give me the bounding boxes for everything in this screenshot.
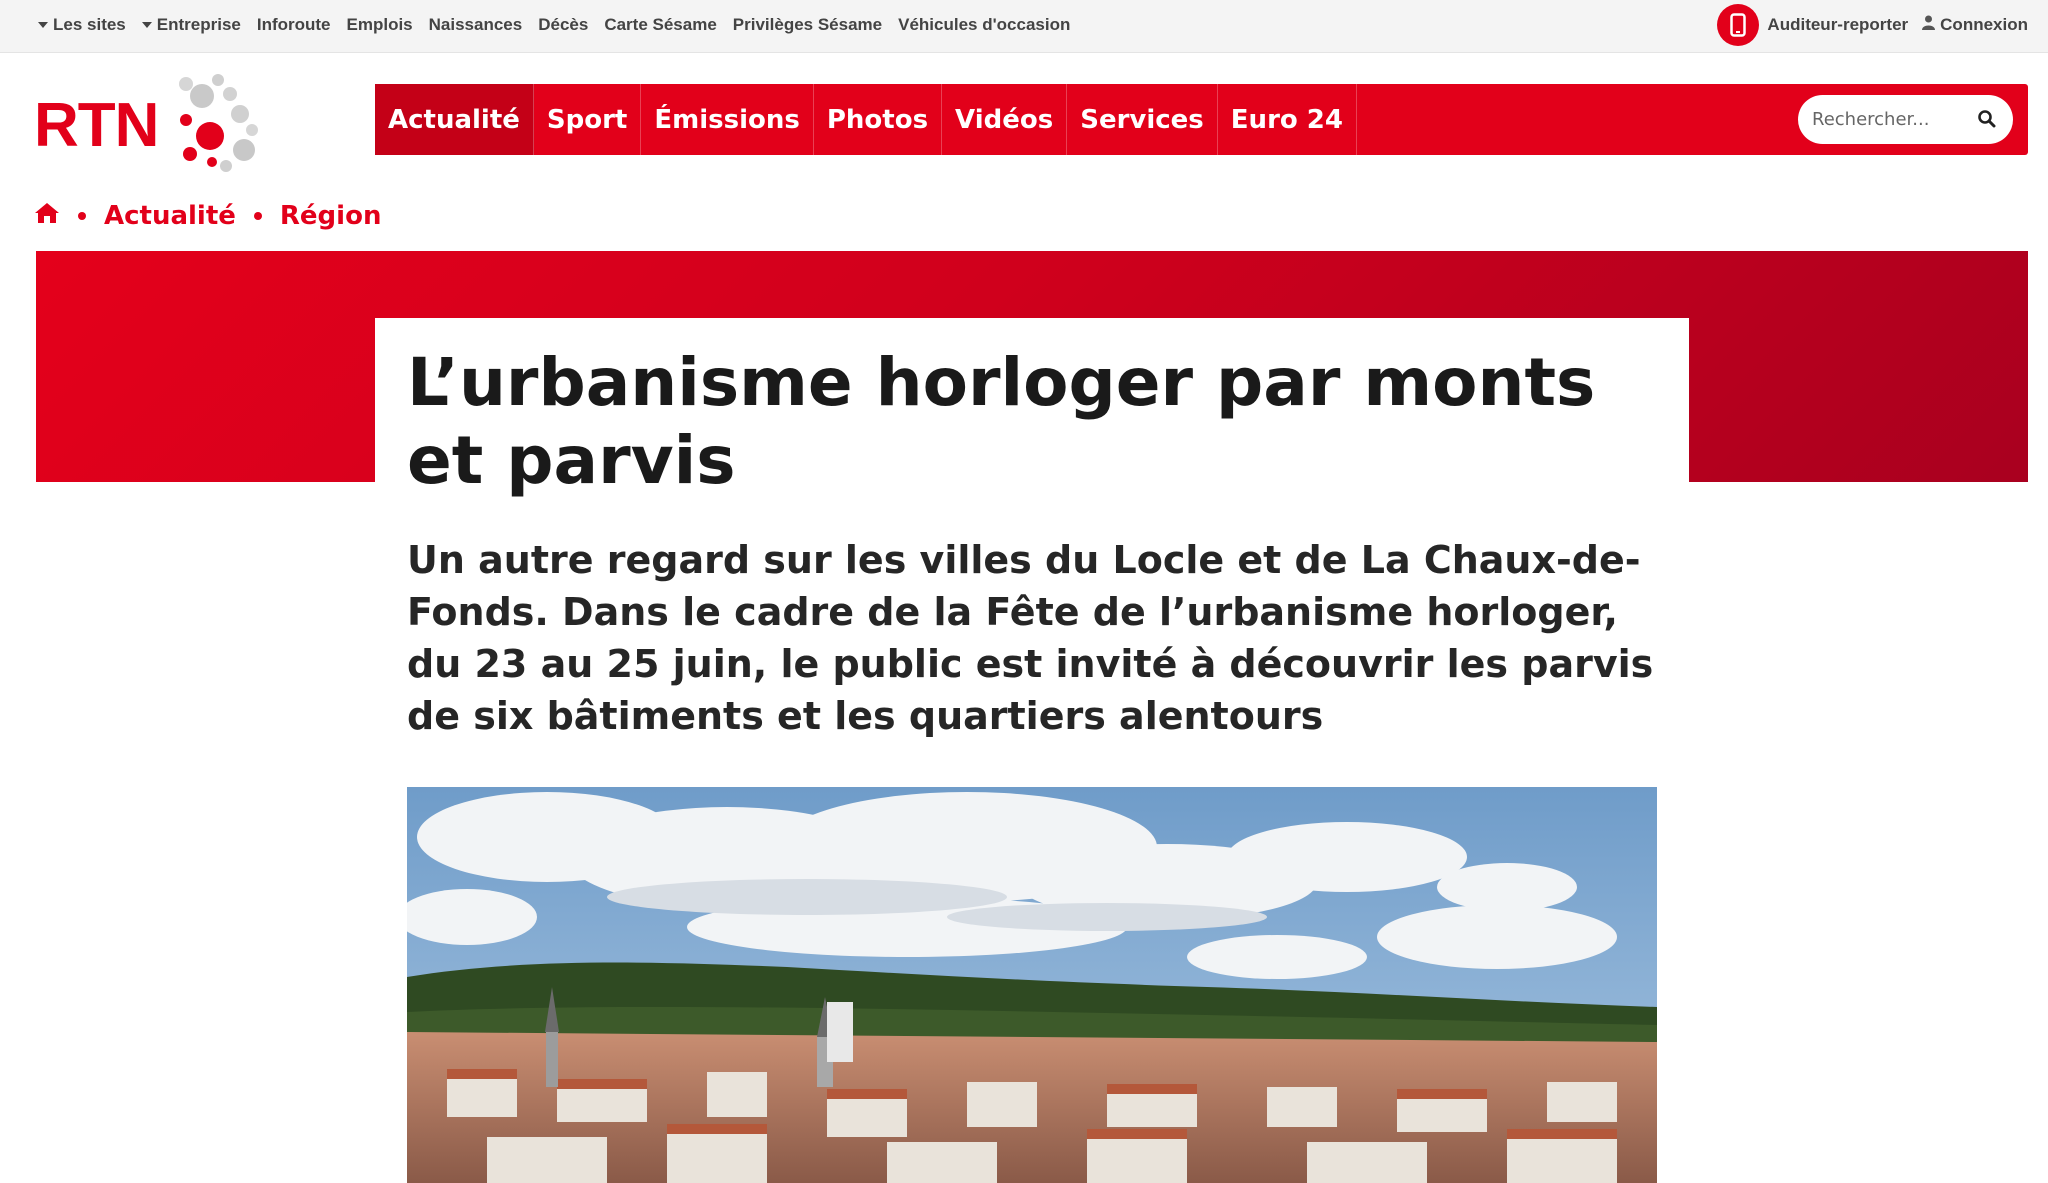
article-headline: L’urbanisme horloger par monts et parvis [407,344,1596,499]
breadcrumb-separator [254,212,262,220]
logo-dots-icon [172,70,272,174]
login-link[interactable] [1922,15,2028,35]
top-links [38,0,1070,50]
phone-icon [1717,4,1759,46]
nav-actualite[interactable]: Actualité [375,84,534,155]
nav-services[interactable]: Services [1067,84,1218,155]
caret-down-icon [142,22,152,28]
toplink-label: Entreprise [156,15,241,34]
toplink-inforoute[interactable]: Inforoute [256,15,331,34]
breadcrumb-actualite[interactable]: Actualité [104,201,236,231]
login-label: Connexion [1940,15,2028,34]
user-icon [1922,15,1935,35]
breadcrumb-region[interactable]: Région [279,201,382,231]
nav-sport[interactable]: Sport [534,84,641,155]
main-nav [375,84,2028,155]
breadcrumb [34,198,381,234]
search-box [1798,95,2013,144]
nav-videos[interactable]: Vidéos [942,84,1067,155]
nav-emissions[interactable]: Émissions [641,84,813,155]
toplink-vehicules[interactable]: Véhicules d'occasion [898,15,1071,34]
article-lead: Un autre regard sur les villes du Locle et de La Chaux-de-Fonds. Dans le cadre de la Fête de l’urbanisme horloger, du 23 au 25 juin, le public est invité à découvrir les parvis de six bâtiments et les quartiers alentours [407,538,1654,738]
toplink-label: Les sites [53,15,126,34]
city-landscape-image [407,787,1657,1183]
article-photo[interactable] [407,787,1657,1183]
auditeur-reporter-label: Auditeur-reporter [1767,15,1909,34]
search-input[interactable] [1810,108,1974,131]
top-right-links [1717,0,2028,50]
toplink-deces[interactable]: Décès [538,15,589,34]
toplink-naissances[interactable]: Naissances [428,15,523,34]
toplink-privileges-sesame[interactable]: Privilèges Sésame [732,15,883,34]
home-icon[interactable] [34,201,60,231]
toplink-les-sites[interactable] [38,15,126,35]
logo-text: RTN [34,91,159,160]
caret-down-icon [38,22,48,28]
toplink-carte-sesame[interactable]: Carte Sésame [604,15,717,34]
toplink-emplois[interactable]: Emplois [346,15,413,34]
search-icon[interactable] [1977,109,1997,134]
toplink-entreprise[interactable] [142,15,241,35]
nav-euro-24[interactable]: Euro 24 [1218,84,1357,155]
auditeur-reporter-link[interactable] [1717,4,1908,46]
rtn-logo[interactable] [34,70,274,174]
top-utility-bar [0,0,2048,53]
article-card [375,318,1689,1183]
breadcrumb-separator [78,212,86,220]
nav-photos[interactable]: Photos [814,84,942,155]
